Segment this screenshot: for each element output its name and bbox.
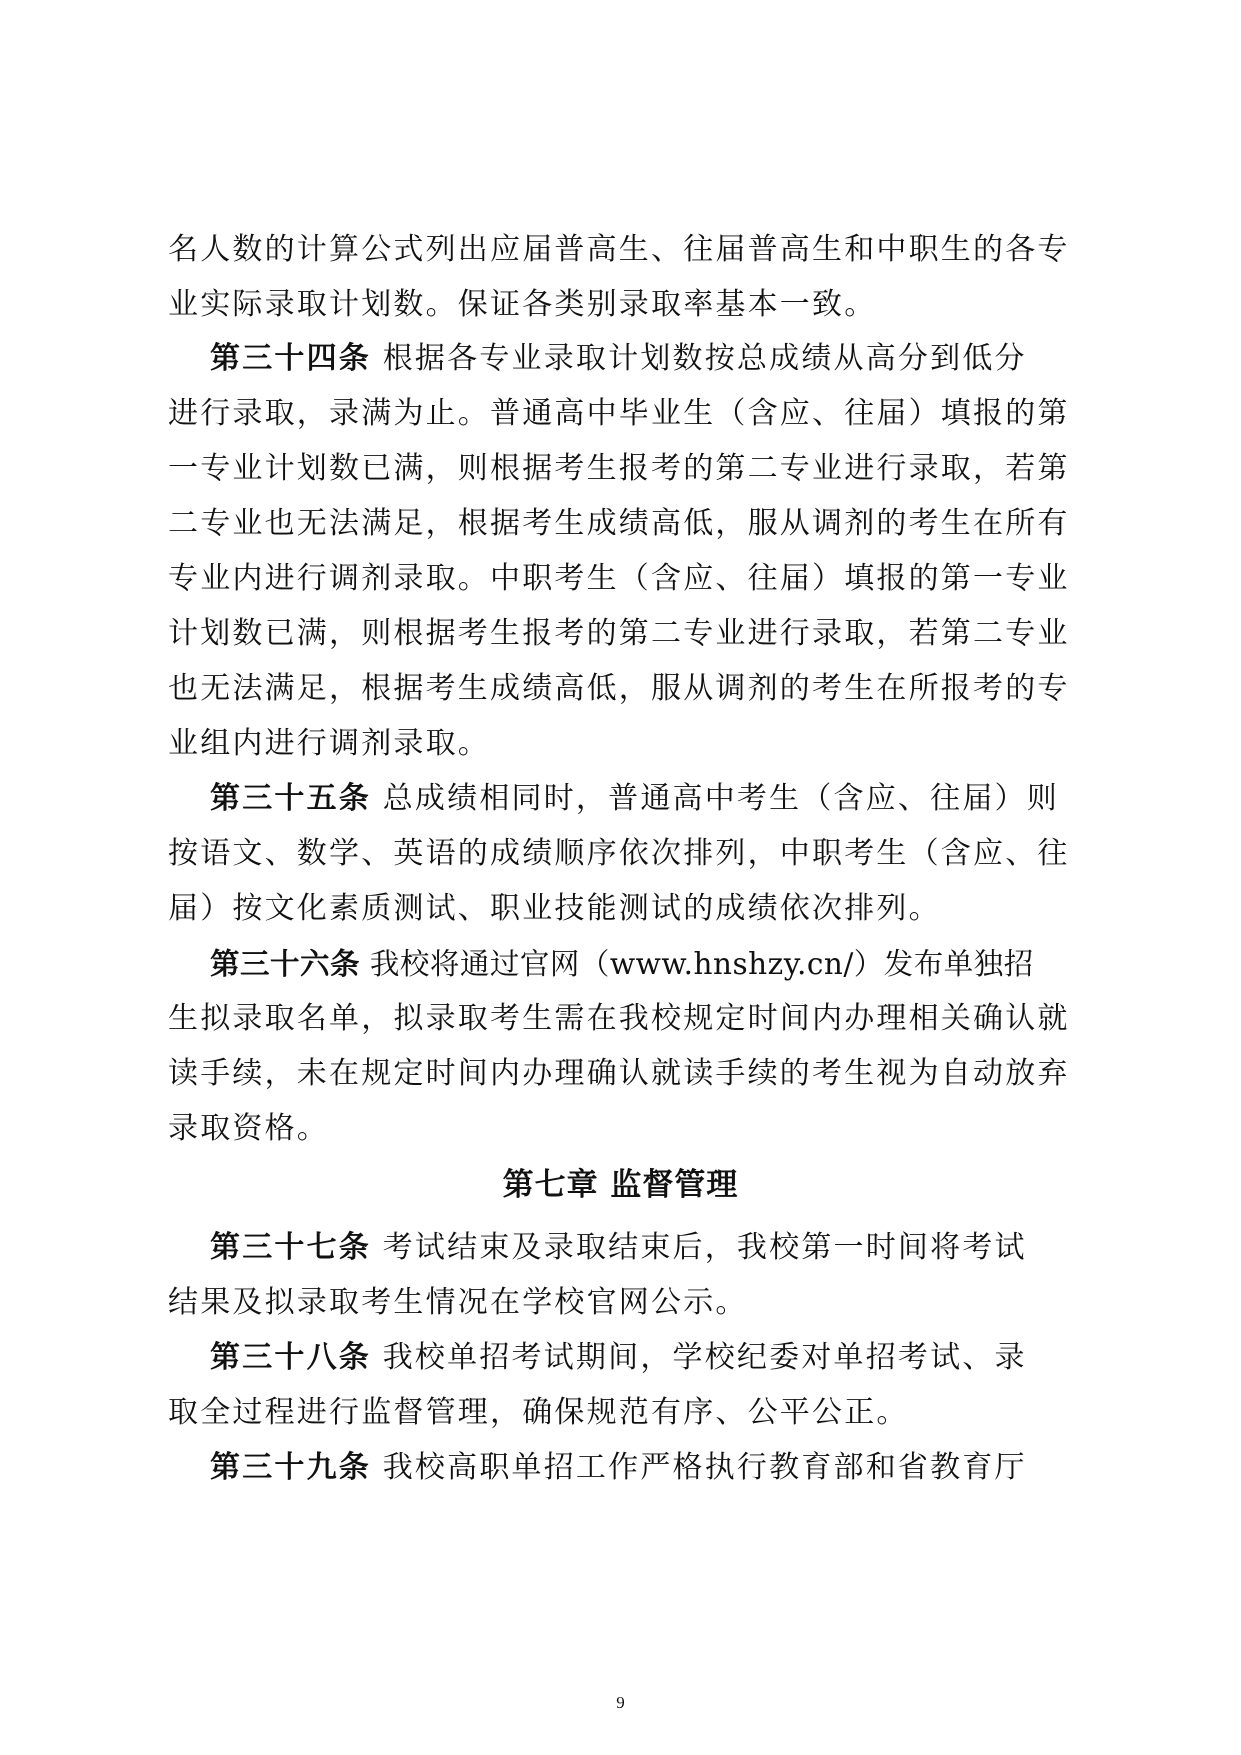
text-line: 专业内进行调剂录取。中职考生（含应、往届）填报的第一专业	[168, 561, 1070, 596]
article-34-first-line	[210, 334, 1088, 384]
article-number: 第三十九条	[210, 1450, 371, 1485]
text-line: 录取资格。	[168, 1111, 329, 1146]
text-line: 届）按文化素质测试、职业技能测试的成绩依次排列。	[168, 891, 941, 926]
article-text: 我校单招考试期间，学校纪委对单招考试、录	[371, 1340, 1027, 1375]
text-line: 结果及拟录取考生情况在学校官网公示。	[168, 1285, 748, 1320]
article-text: 我校将通过官网（www.hnshzy.cn/）发布单独招	[360, 947, 1034, 981]
text-line: 按语文、数学、英语的成绩顺序依次排列，中职考生（含应、往	[168, 836, 1070, 871]
text-line: 二专业也无法满足，根据考生成绩高低，服从调剂的考生在所有	[168, 506, 1070, 541]
text-line: 计划数已满，则根据考生报考的第二专业进行录取，若第二专业	[168, 616, 1070, 651]
article-number: 第三十七条	[210, 1230, 371, 1265]
text-line: 一专业计划数已满，则根据考生报考的第二专业进行录取，若第	[168, 451, 1070, 486]
article-39-first-line	[210, 1443, 1088, 1493]
article-number: 第三十六条	[210, 947, 361, 981]
article-text: 我校高职单招工作严格执行教育部和省教育厅	[371, 1450, 1027, 1485]
chapter-heading: 第七章 监督管理	[502, 1167, 739, 1203]
text-line: 进行录取，录满为止。普通高中毕业生（含应、往届）填报的第	[168, 396, 1070, 431]
article-37-first-line	[210, 1223, 1088, 1273]
text-line: 取全过程进行监督管理，确保规范有序、公平公正。	[168, 1395, 909, 1430]
text-line: 读手续，未在规定时间内办理确认就读手续的考生视为自动放弃	[168, 1056, 1070, 1091]
article-38-first-line	[210, 1333, 1088, 1383]
text-line: 名人数的计算公式列出应届普高生、往届普高生和中职生的各专	[168, 232, 1070, 267]
article-text: 考试结束及录取结束后，我校第一时间将考试	[371, 1230, 1027, 1265]
article-number: 第三十八条	[210, 1340, 371, 1375]
text-line: 生拟录取名单，拟录取考生需在我校规定时间内办理相关确认就	[168, 1001, 1070, 1036]
text-line: 业实际录取计划数。保证各类别录取率基本一致。	[168, 287, 877, 322]
article-text: 根据各专业录取计划数按总成绩从高分到低分	[371, 341, 1027, 376]
article-number: 第三十五条	[210, 781, 371, 816]
article-text: 总成绩相同时，普通高中考生（含应、往届）则	[371, 781, 1059, 816]
page-number: 9	[616, 1693, 625, 1712]
article-35-first-line	[210, 774, 1088, 824]
article-36-first-line	[210, 939, 1088, 989]
article-number: 第三十四条	[210, 341, 371, 376]
text-line: 业组内进行调剂录取。	[168, 726, 490, 761]
text-line: 也无法满足，根据考生成绩高低，服从调剂的考生在所报考的专	[168, 671, 1070, 706]
